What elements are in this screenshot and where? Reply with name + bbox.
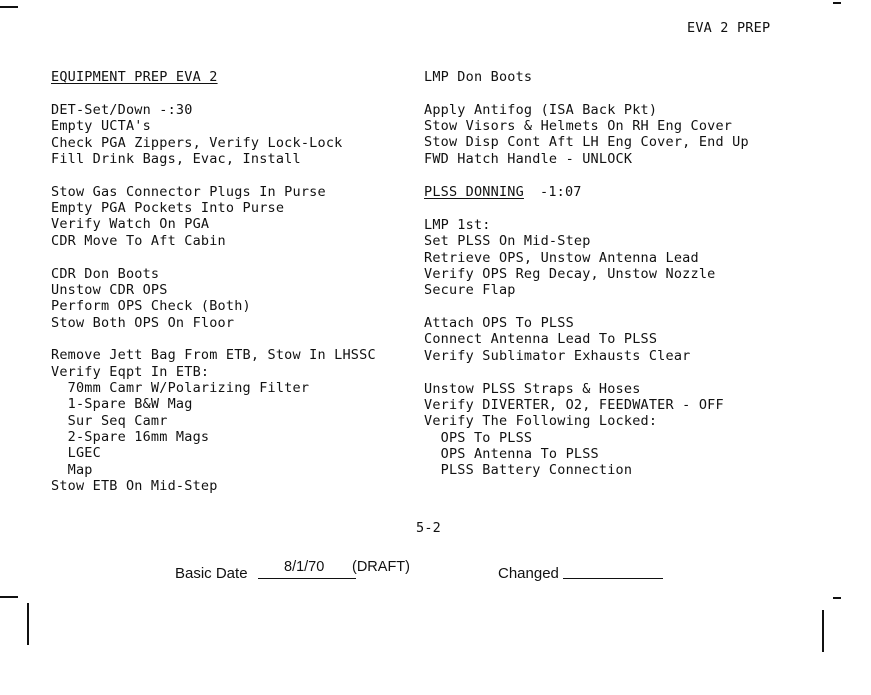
checklist-line: Retrieve OPS, Unstow Antenna Lead — [424, 249, 699, 266]
left-section-heading: EQUIPMENT PREP EVA 2 — [51, 69, 218, 85]
checklist-line: Verify OPS Reg Decay, Unstow Nozzle — [424, 266, 716, 283]
corner-mark-left — [0, 596, 18, 598]
checklist-line: Secure Flap — [424, 282, 516, 299]
checklist-line: Sur Seq Camr — [51, 412, 168, 429]
changed-label: Changed — [498, 565, 559, 582]
checklist-line: PLSS Battery Connection — [424, 462, 633, 479]
checklist-line: FWD Hatch Handle - UNLOCK — [424, 150, 633, 167]
section-time: -1:07 — [540, 184, 582, 200]
checklist-line: DET-Set/Down -:30 — [51, 102, 193, 118]
basic-date-value: 8/1/70 — [284, 559, 325, 575]
checklist-line: Apply Antifog (ISA Back Pkt) — [424, 101, 658, 118]
margin-bar-left — [27, 603, 29, 645]
checklist-line: Stow Disp Cont Aft LH Eng Cover, End Up — [424, 134, 749, 151]
basic-date-label: Basic Date — [175, 565, 248, 582]
checklist-line: Attach OPS To PLSS — [424, 315, 574, 332]
checklist-line: Verify The Following Locked: — [424, 413, 658, 430]
checklist-line: Empty UCTA's — [51, 118, 151, 135]
checklist-line: CDR Move To Aft Cabin — [51, 232, 226, 249]
checklist-line: 1-Spare B&W Mag — [51, 396, 193, 413]
checklist-line: Empty PGA Pockets Into Purse — [51, 200, 285, 217]
checklist-line: 70mm Camr W/Polarizing Filter — [51, 379, 310, 396]
checklist-line: Unstow CDR OPS — [51, 281, 168, 298]
checklist-line: CDR Don Boots — [51, 265, 160, 282]
checklist-line: LMP 1st: — [424, 217, 491, 233]
checklist-line: Remove Jett Bag From ETB, Stow In LHSSC — [51, 347, 376, 364]
corner-mark-right — [833, 597, 841, 599]
checklist-line: LGEC — [51, 445, 101, 462]
page-header-title: EVA 2 PREP — [687, 20, 771, 36]
checklist-line: Fill Drink Bags, Evac, Install — [51, 151, 301, 168]
checklist-line: Check PGA Zippers, Verify Lock-Lock — [51, 134, 343, 151]
corner-mark-top-right — [833, 2, 841, 4]
checklist-line: Verify Watch On PGA — [51, 216, 210, 233]
checklist-line: OPS To PLSS — [424, 429, 533, 446]
margin-bar-right — [822, 610, 824, 652]
checklist-line: 2-Spare 16mm Mags — [51, 429, 210, 445]
checklist-line: Verify Sublimator Exhausts Clear — [424, 347, 691, 364]
page-number: 5-2 — [416, 520, 441, 536]
checklist-line: Set PLSS On Mid-Step — [424, 233, 591, 250]
checklist-line: Verify DIVERTER, O2, FEEDWATER - OFF — [424, 396, 724, 413]
checklist-line: Stow Both OPS On Floor — [51, 314, 235, 331]
checklist-line: Stow ETB On Mid-Step — [51, 478, 218, 495]
corner-mark-top-left — [0, 6, 18, 8]
checklist-line: OPS Antenna To PLSS — [424, 445, 599, 462]
checklist-line: Perform OPS Check (Both) — [51, 298, 251, 315]
checklist-line: Stow Gas Connector Plugs In Purse — [51, 183, 326, 200]
checklist-line: Connect Antenna Lead To PLSS — [424, 331, 658, 348]
checklist-line: LMP Don Boots — [424, 69, 533, 85]
changed-blank — [563, 561, 663, 579]
checklist-line: Stow Visors & Helmets On RH Eng Cover — [424, 118, 733, 135]
checklist-line: Map — [51, 461, 93, 478]
right-section-heading: PLSS DONNING — [424, 184, 524, 200]
checklist-line: Verify Eqpt In ETB: — [51, 363, 210, 380]
draft-note: (DRAFT) — [352, 559, 410, 575]
checklist-line: Unstow PLSS Straps & Hoses — [424, 380, 641, 397]
